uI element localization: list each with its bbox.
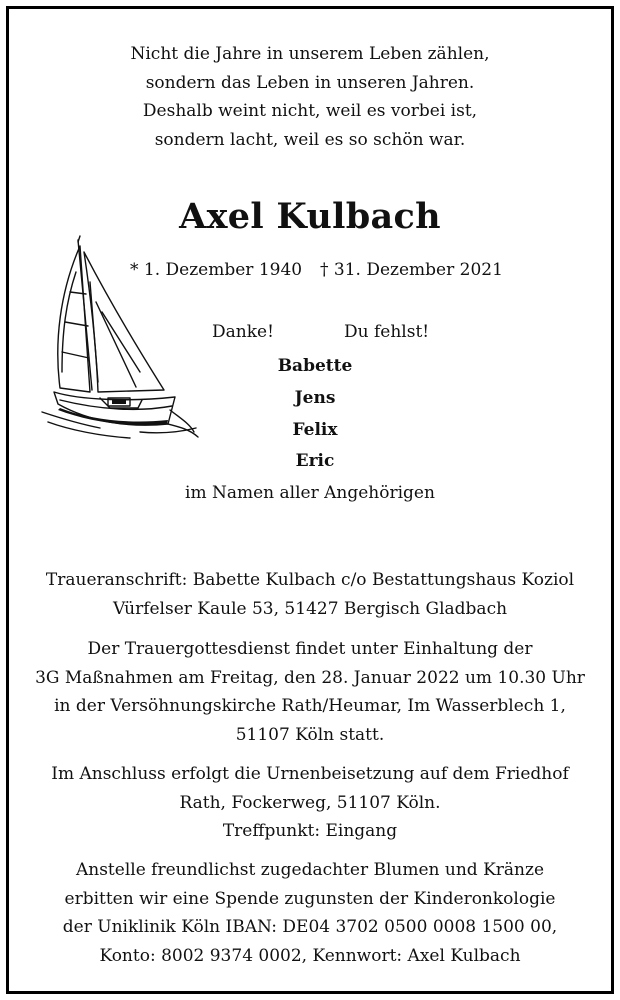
donation-line: der Uniklinik Köln IBAN: DE04 3702 0500 0008 1500 00,	[62, 917, 558, 937]
donation-line: Anstelle freundlichst zugedachter Blumen und Kränze	[75, 860, 545, 880]
memorial-quote	[0, 40, 620, 154]
death-date: † 31. Dezember 2021	[320, 260, 503, 280]
donation-info	[0, 856, 620, 970]
family-member: Eric	[295, 451, 335, 471]
address-line: Vürfelser Kaule 53, 51427 Bergisch Gladbach	[112, 598, 508, 619]
birth-date: * 1. Dezember 1940	[130, 260, 303, 280]
quote-line: sondern das Leben in unseren Jahren.	[145, 72, 475, 93]
donation-line: Konto: 8002 9374 0002, Kennwort: Axel Kulbach	[99, 945, 521, 966]
donation-line: erbitten wir eine Spende zugunsten der Kinderonkologie	[64, 888, 556, 909]
burial-line: Rath, Fockerweg, 51107 Köln.	[179, 792, 441, 813]
deceased-name: Axel Kulbach	[179, 196, 441, 237]
quote-line: Deshalb weint nicht, weil es vorbei ist,	[142, 101, 478, 121]
quote-line: Nicht die Jahre in unserem Leben zählen,	[130, 44, 490, 64]
family-member: Felix	[292, 420, 338, 440]
service-line: in der Versöhnungskirche Rath/Heumar, Im Wasserblech 1,	[54, 696, 566, 716]
quote-line: sondern lacht, weil es so schön war.	[154, 129, 466, 150]
service-info	[0, 635, 620, 749]
address-line: Traueranschrift: Babette Kulbach c/o Bestattungshaus Koziol	[45, 570, 575, 590]
burial-line: Im Anschluss erfolgt die Urnenbeisetzung auf dem Friedhof	[51, 764, 569, 784]
service-line: 3G Maßnahmen am Freitag, den 28. Januar 2022 um 10.30 Uhr	[35, 667, 585, 688]
mourning-address	[0, 566, 620, 623]
burial-info	[0, 760, 620, 846]
on-behalf-line: im Namen aller Angehörigen	[185, 483, 435, 503]
family-member: Babette	[277, 356, 353, 376]
family-member: Jens	[294, 388, 336, 408]
sailboat-icon	[40, 232, 200, 447]
service-line: 51107 Köln statt.	[235, 724, 385, 745]
thanks-text: Danke!	[212, 322, 274, 342]
miss-you-text: Du fehlst!	[344, 322, 430, 342]
service-line: Der Trauergottesdienst findet unter Einhaltung der	[87, 639, 533, 659]
burial-line: Treffpunkt: Eingang	[222, 821, 398, 841]
